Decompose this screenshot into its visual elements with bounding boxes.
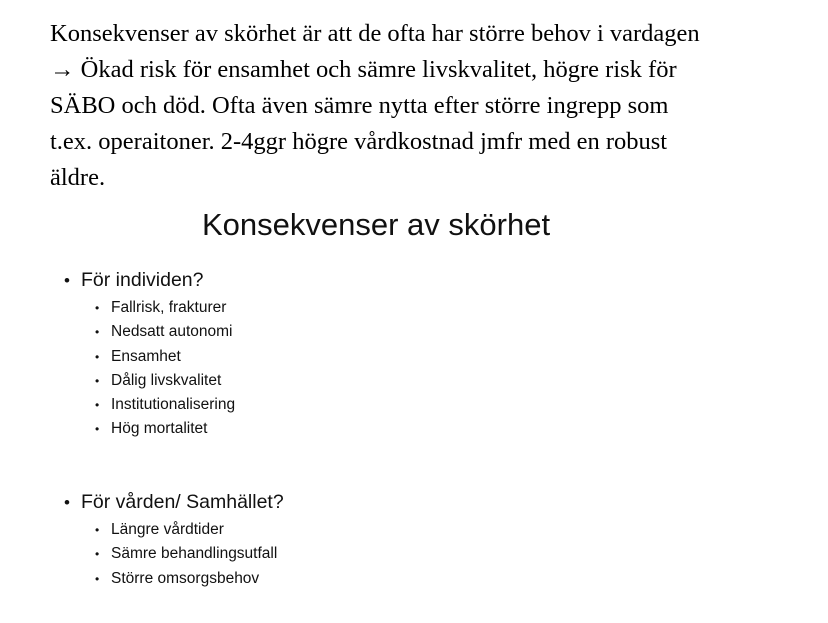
bullet-heading (64, 267, 235, 294)
bullet-heading-text: För individen? (81, 269, 204, 291)
sub-bullet-text: Dålig livskvalitet (111, 371, 222, 389)
sub-bullet-text: Hög mortalitet (111, 420, 208, 438)
sub-bullet-text: Större omsorgsbehov (111, 569, 260, 587)
bullet-icon: • (64, 271, 70, 290)
note-line: → Ökad risk för ensamhet och sämre livskvalitet, högre risk för (50, 56, 677, 83)
bullet-icon: • (95, 373, 100, 388)
bullet-heading (64, 489, 284, 516)
sub-bullet-list (95, 518, 284, 591)
sub-bullet-item (95, 417, 235, 441)
note-line: Konsekvenser av skörhet är att de ofta har större behov i vardagen (50, 20, 700, 47)
sub-list-wrapper (64, 518, 284, 591)
sub-bullet-text: Institutionalisering (111, 396, 236, 414)
sub-bullet-item (95, 320, 235, 344)
bullet-icon: • (64, 493, 70, 512)
note-line: t.ex. operaitoner. 2-4ggr högre vårdkostnad jmfr med en robust (50, 128, 668, 155)
sub-list-wrapper (64, 296, 235, 442)
sub-bullet-item (95, 542, 284, 566)
sub-bullet-item (95, 393, 235, 417)
bullet-icon: • (95, 325, 100, 340)
sub-bullet-item (95, 345, 235, 369)
sub-bullet-item (95, 567, 284, 591)
bullet-icon: • (95, 571, 100, 586)
bullet-icon: • (95, 422, 100, 437)
sub-bullet-item (95, 296, 235, 320)
sub-bullet-text: Sämre behandlingsutfall (111, 545, 278, 563)
bullet-icon: • (95, 349, 100, 364)
sub-bullet-text: Ensamhet (111, 347, 181, 365)
sub-bullet-text: Fallrisk, frakturer (111, 299, 227, 316)
sub-bullet-text: Nedsatt autonomi (111, 323, 233, 341)
bullet-heading-text: För vården/ Samhället? (81, 491, 284, 513)
sub-bullet-text: Längre vårdtider (111, 521, 224, 538)
slide-title: Konsekvenser av skörhet (202, 207, 551, 242)
bullet-group-individual (64, 267, 235, 442)
note-line: SÄBO och död. Ofta även sämre nytta efter större ingrepp som (50, 92, 669, 119)
sub-bullet-list (95, 296, 235, 442)
sub-bullet-item (95, 518, 284, 542)
bullet-icon: • (95, 301, 100, 315)
note-line: äldre. (50, 164, 106, 191)
bullet-icon: • (95, 523, 100, 537)
sub-bullet-item (95, 369, 235, 393)
bullet-group-healthcare (64, 489, 284, 591)
bullet-icon: • (95, 398, 100, 413)
bullet-icon: • (95, 547, 100, 562)
